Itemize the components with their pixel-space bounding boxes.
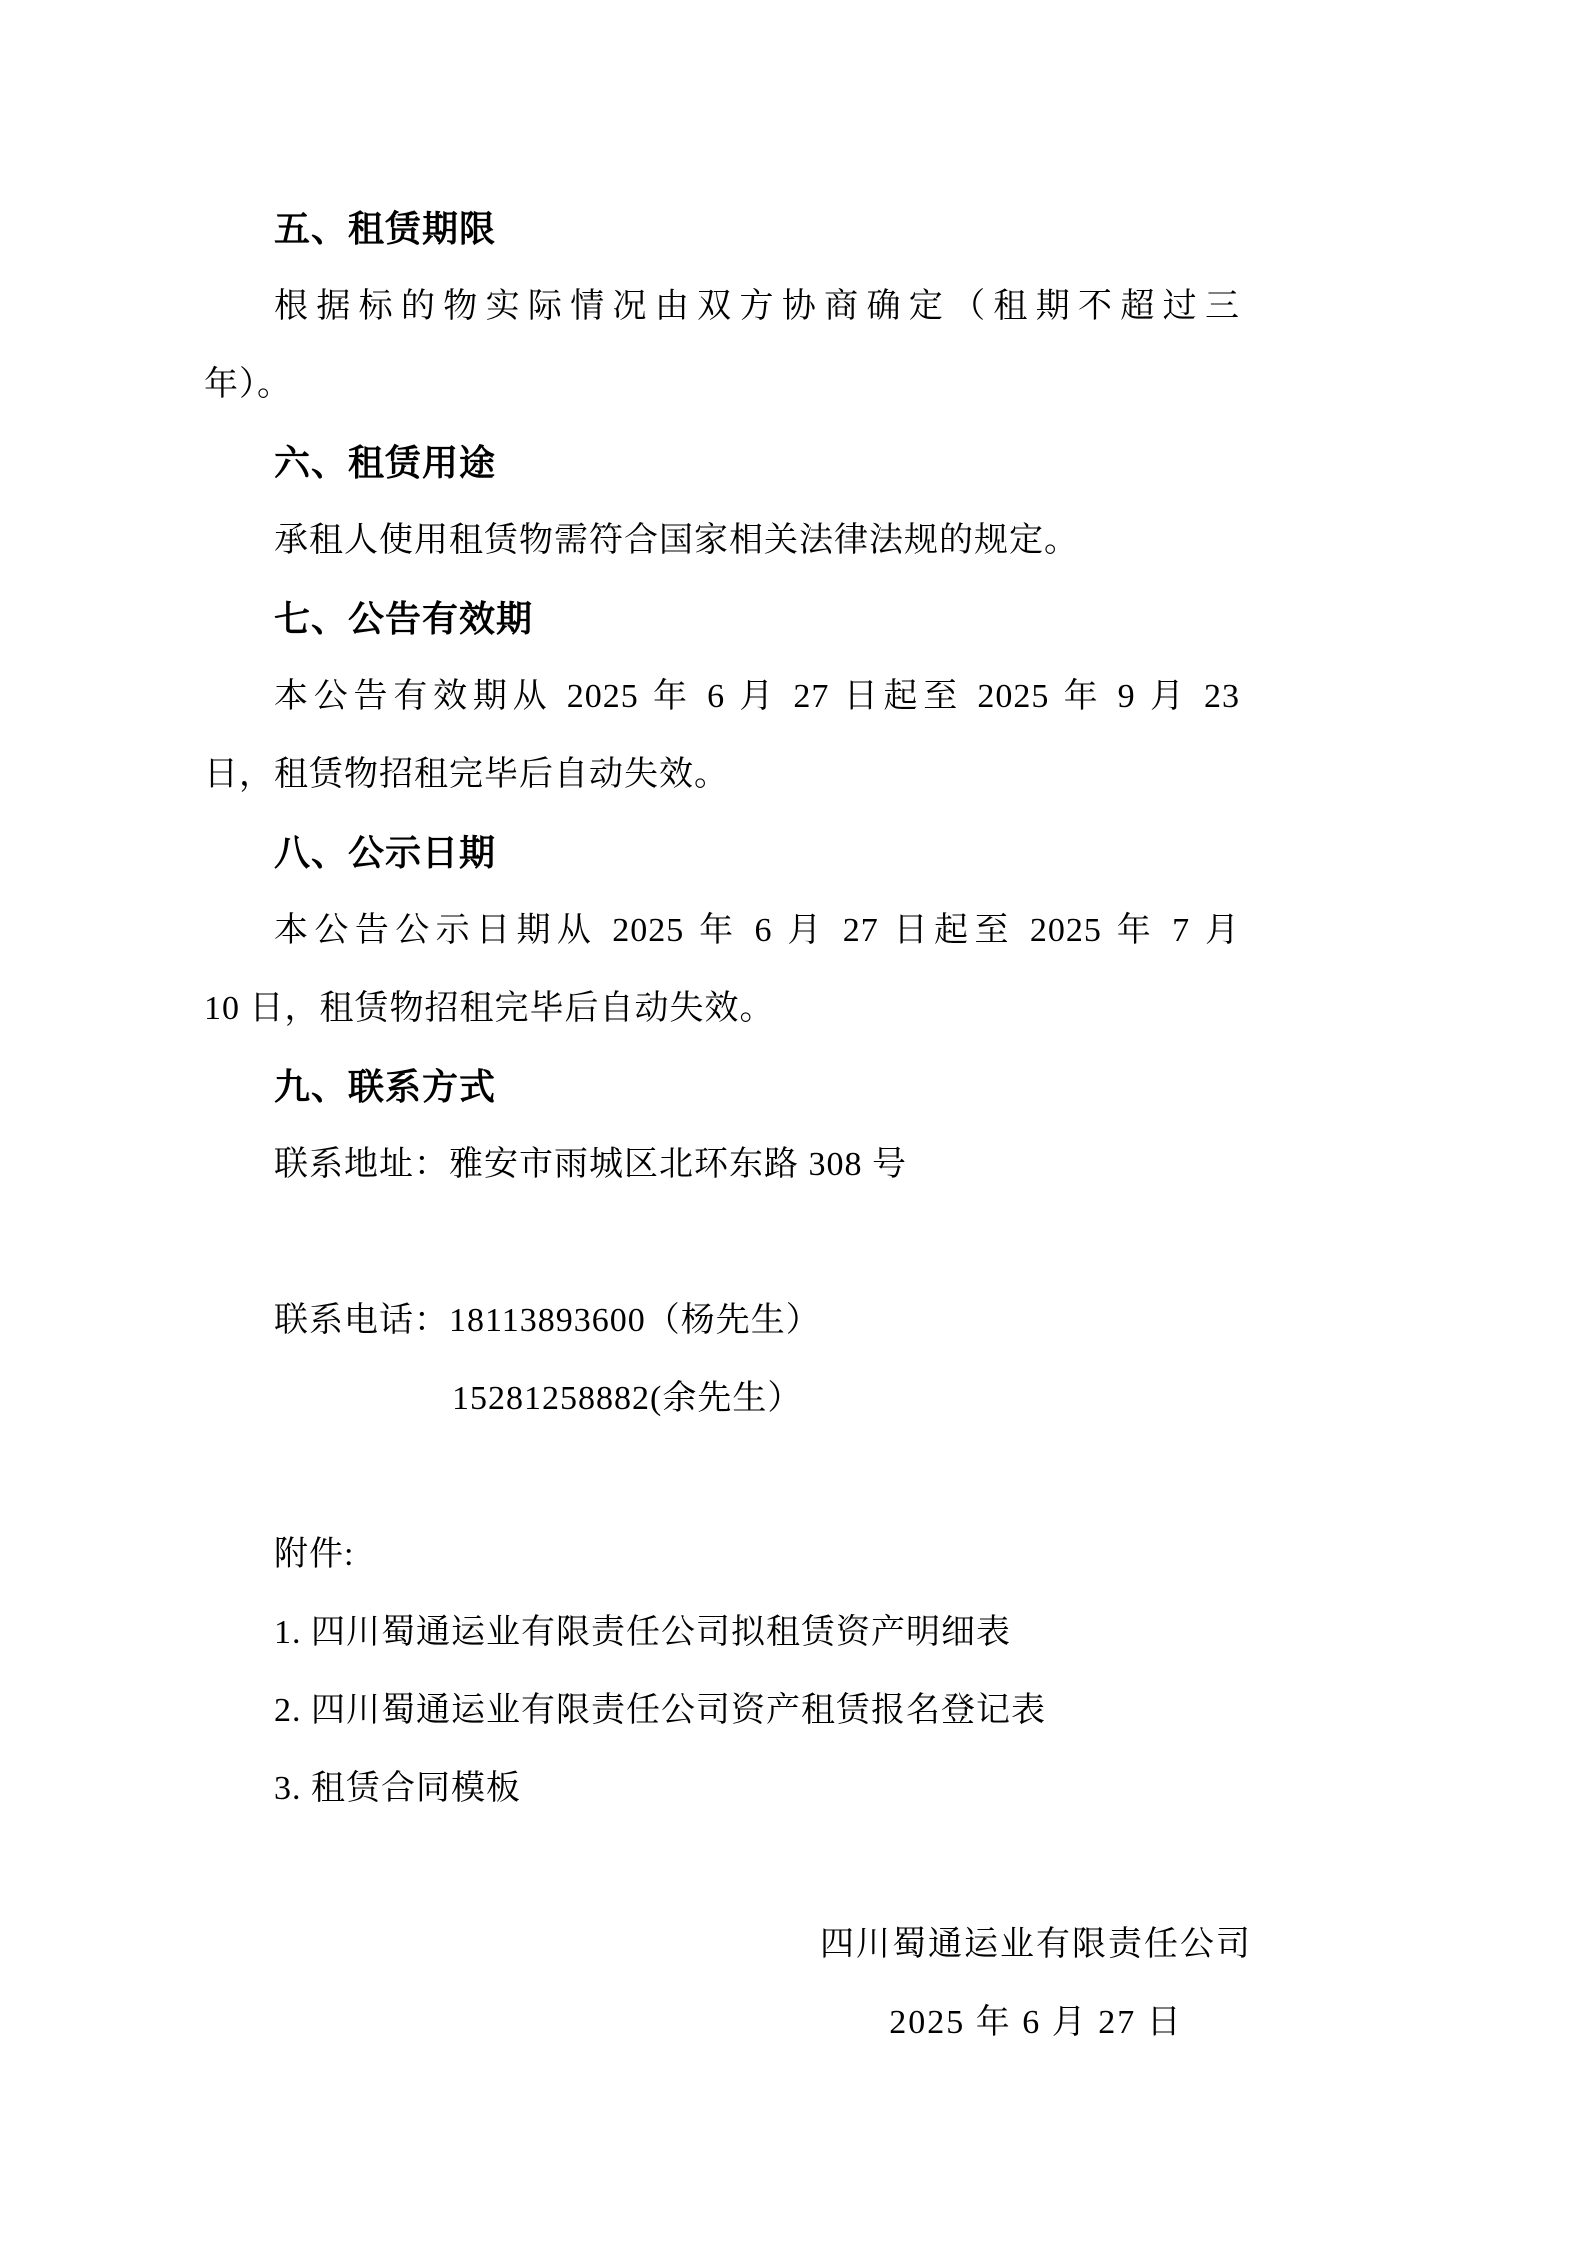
section-line: 联系地址：雅安市雨城区北环东路 308 号 <box>274 1146 907 1183</box>
attachment-item: 3. 租赁合同模板 <box>274 1770 521 1807</box>
attachments-block <box>204 1516 1240 1828</box>
document-section <box>204 190 1240 424</box>
section-line: 根据标的物实际情况由双方协商确定（租期不超过三 <box>274 288 1240 325</box>
section-line: 联系电话：18113893600（杨先生） <box>274 1302 821 1339</box>
document-section <box>204 814 1240 1048</box>
section-line: 本公告有效期从 2025 年 6 月 27 日起至 2025 年 9 月 23 <box>274 678 1240 715</box>
section-heading: 七、公告有效期 <box>274 598 534 639</box>
section-line: 本公告公示日期从 2025 年 6 月 27 日起至 2025 年 7 月 <box>274 912 1240 949</box>
attachment-item: 2. 四川蜀通运业有限责任公司资产租赁报名登记表 <box>274 1692 1046 1729</box>
document-section <box>204 1048 1240 1438</box>
section-heading: 五、租赁期限 <box>274 208 497 249</box>
signature-date: 2025 年 6 月 27 日 <box>889 2004 1183 2041</box>
section-heading: 九、联系方式 <box>274 1066 497 1107</box>
section-line: 年）。 <box>204 366 292 403</box>
signature-company: 四川蜀通运业有限责任公司 <box>820 1926 1252 1963</box>
section-line: 15281258882(余先生） <box>452 1380 803 1417</box>
document-sections <box>204 190 1240 1438</box>
document-section <box>204 580 1240 814</box>
section-line: 10 日，租赁物招租完毕后自动失效。 <box>204 990 775 1027</box>
signature-block <box>820 1906 1252 2062</box>
blank-line <box>204 1204 1240 1282</box>
section-line: 日，租赁物招租完毕后自动失效。 <box>204 756 729 793</box>
attachment-item: 1. 四川蜀通运业有限责任公司拟租赁资产明细表 <box>274 1614 1011 1651</box>
document-section <box>204 424 1240 580</box>
section-heading: 六、租赁用途 <box>274 442 497 483</box>
attachment-items <box>204 1594 1240 1828</box>
section-heading: 八、公示日期 <box>274 832 497 873</box>
section-line: 承租人使用租赁物需符合国家相关法律法规的规定。 <box>274 522 1079 559</box>
attachments-label: 附件: <box>274 1536 355 1573</box>
